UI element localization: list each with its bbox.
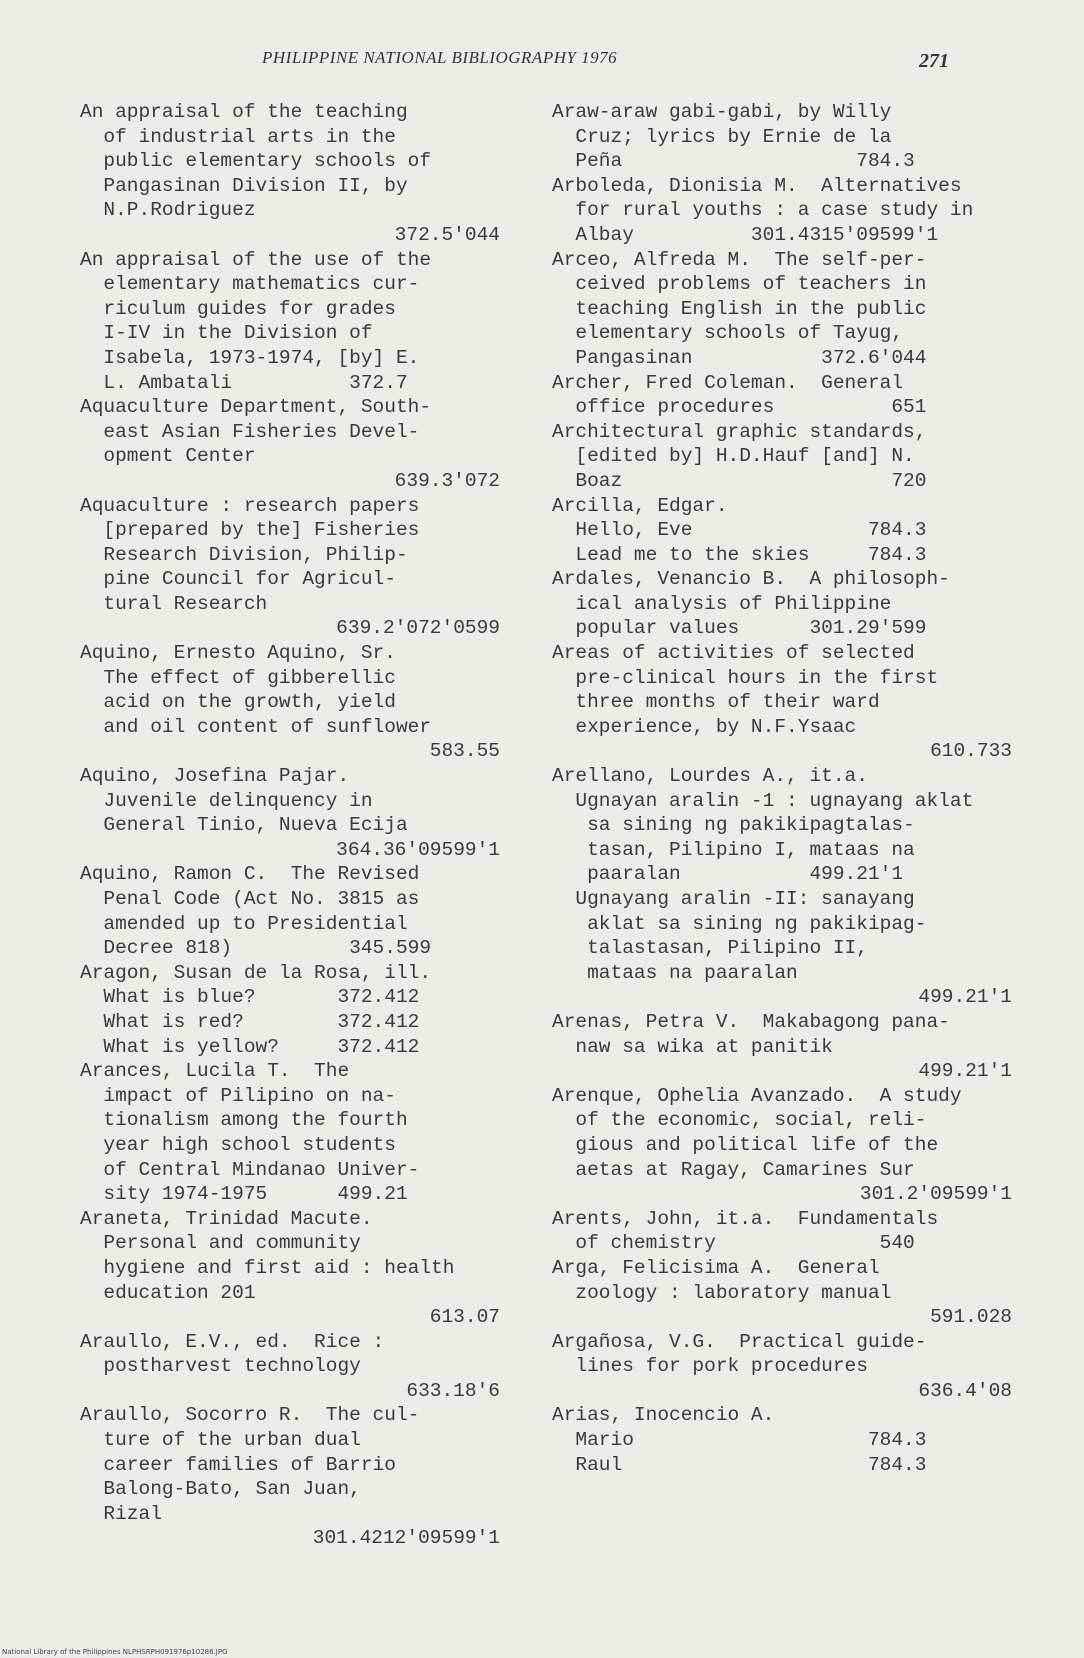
entry-line: Albay 301.4315'09599'1 (552, 223, 939, 246)
class-number: 613.07 (429, 1306, 500, 1329)
entry-line: ture of the urban dual (80, 1429, 361, 1452)
bibliography-entry (80, 494, 500, 642)
entry-line: Araneta, Trinidad Macute. (80, 1207, 373, 1230)
entry-line: lines for pork procedures (552, 1355, 868, 1378)
entry-line: Arenas, Petra V. Makabagong pana- (552, 1010, 950, 1033)
entry-line: for rural youths : a case study in (552, 199, 974, 222)
entry-line: [prepared by the] Fisheries (80, 519, 420, 542)
entry-line: Aquino, Josefina Pajar. (80, 765, 350, 788)
entry-line: Araullo, Socorro R. The cul- (80, 1404, 420, 1427)
entry-line: Aquino, Ernesto Aquino, Sr. (80, 642, 396, 665)
bibliography-entry (552, 1207, 1012, 1256)
class-number: 301.4212'09599'1 (312, 1527, 500, 1550)
entry-line: education 201 (80, 1281, 256, 1304)
bibliography-entry (552, 1010, 1012, 1084)
bibliography-entry (552, 764, 1012, 1010)
entry-line: Lead me to the skies 784.3 (552, 543, 927, 566)
page-number: 271 (919, 50, 949, 72)
entry-line: career families of Barrio (80, 1453, 396, 1476)
class-number: 636.4'08 (918, 1379, 1012, 1402)
entry-line: amended up to Presidential (80, 912, 408, 935)
entry-line: popular values 301.29'599 (552, 617, 927, 640)
entry-line: Ugnayan aralin -1 : ugnayang aklat (552, 789, 974, 812)
entry-line: of industrial arts in the (80, 125, 396, 148)
entry-line: Arellano, Lourdes A., it.a. (552, 765, 868, 788)
bibliography-entry (80, 1207, 500, 1330)
entry-line: Arcilla, Edgar. (552, 494, 728, 517)
entry-line: Archer, Fred Coleman. General (552, 371, 904, 394)
entry-line: Areas of activities of selected (552, 642, 915, 665)
entry-line: experience, by N.F.Ysaac (552, 715, 857, 738)
entry-line: mataas na paaralan (552, 961, 798, 984)
entry-line: paaralan 499.21'1 (552, 863, 904, 886)
entry-line: aklat sa sining ng pakikipag- (552, 912, 927, 935)
entry-line: Argañosa, V.G. Practical guide- (552, 1330, 927, 1353)
class-number: 372.5'044 (394, 223, 500, 246)
entry-line: Arents, John, it.a. Fundamentals (552, 1207, 939, 1230)
bibliography-entry (80, 764, 500, 862)
entry-line: hygiene and first aid : health (80, 1256, 455, 1279)
entry-line: An appraisal of the teaching (80, 101, 408, 123)
entry-line: riculum guides for grades (80, 297, 396, 320)
entry-line: What is red? 372.412 (80, 1010, 420, 1033)
class-number: 301.2'09599'1 (859, 1183, 1012, 1206)
bibliography-entry (80, 100, 500, 248)
entry-line: Arances, Lucila T. The (80, 1060, 350, 1083)
entry-line: N.P.Rodriguez (80, 199, 256, 222)
entry-line: Ardales, Venancio B. A philosoph- (552, 568, 950, 591)
entry-line: and oil content of sunflower (80, 715, 432, 738)
entry-line: public elementary schools of (80, 150, 432, 173)
entry-line: of Central Mindanao Univer- (80, 1158, 420, 1181)
class-number: 499.21'1 (918, 1060, 1012, 1083)
entry-line: Juvenile delinquency in (80, 789, 373, 812)
entry-line: aetas at Ragay, Camarines Sur (552, 1158, 915, 1181)
entry-line: tural Research (80, 592, 268, 615)
entry-line: Aquino, Ramon C. The Revised (80, 863, 420, 886)
bibliography-entry (552, 641, 1012, 764)
bibliography-entry (552, 567, 1012, 641)
bibliography-entry (552, 248, 1012, 371)
class-number: 639.3'072 (394, 469, 500, 492)
scan-footer: National Library of the Philippines NLPHSRPH091976p10286.JPG (2, 1648, 228, 1656)
entry-line: tasan, Pilipino I, mataas na (552, 838, 915, 861)
entry-line: I-IV in the Division of (80, 322, 373, 345)
bibliography-entry (552, 420, 1012, 494)
entry-line: Aquaculture Department, South- (80, 396, 432, 419)
entry-line: Araullo, E.V., ed. Rice : (80, 1330, 385, 1353)
entry-line: Decree 818) 345.599 (80, 937, 432, 960)
entry-line: office procedures 651 (552, 396, 927, 419)
entry-line: Peña 784.3 (552, 150, 915, 173)
class-number: 639.2'072'0599 (336, 617, 500, 640)
entry-line: naw sa wika at panitik (552, 1035, 833, 1058)
bibliography-entry (552, 1084, 1012, 1207)
entry-line: [edited by] H.D.Hauf [and] N. (552, 445, 915, 468)
bibliography-entry (552, 1330, 1012, 1404)
left-column (80, 100, 500, 1551)
entry-line: General Tinio, Nueva Ecija (80, 814, 408, 837)
entry-line: three months of their ward (552, 691, 880, 714)
bibliography-entry (552, 1403, 1012, 1477)
entry-line: Aquaculture : research papers (80, 494, 420, 517)
bibliography-entry (80, 1403, 500, 1551)
class-number: 499.21'1 (918, 986, 1012, 1009)
entry-line: tionalism among the fourth (80, 1109, 408, 1132)
bibliography-entry (80, 862, 500, 960)
entry-line: teaching English in the public (552, 297, 927, 320)
entry-line: Hello, Eve 784.3 (552, 519, 927, 542)
bibliography-entry (80, 641, 500, 764)
entry-line: Aragon, Susan de la Rosa, ill. (80, 961, 432, 984)
entry-line: elementary schools of Tayug, (552, 322, 904, 345)
entry-line: Arias, Inocencio A. (552, 1404, 775, 1427)
entry-line: elementary mathematics cur- (80, 273, 420, 296)
entry-line: gious and political life of the (552, 1133, 939, 1156)
entry-line: year high school students (80, 1133, 396, 1156)
class-number: 591.028 (930, 1306, 1012, 1329)
bibliography-entry (552, 1256, 1012, 1330)
bibliography-entry (552, 494, 1012, 568)
entry-line: Research Division, Philip- (80, 543, 408, 566)
entry-line: Arga, Felicisima A. General (552, 1256, 880, 1279)
entry-line: Ugnayang aralin -II: sanayang (552, 888, 915, 910)
class-number: 583.55 (429, 740, 500, 763)
entry-line: Isabela, 1973-1974, [by] E. (80, 346, 420, 369)
entry-line: What is blue? 372.412 (80, 986, 420, 1009)
entry-line: Mario 784.3 (552, 1429, 927, 1452)
entry-line: of the economic, social, reli- (552, 1109, 927, 1132)
bibliography-entry (552, 174, 1012, 248)
bibliography-entry (552, 100, 1012, 174)
entry-line: postharvest technology (80, 1355, 361, 1378)
right-column (552, 100, 1012, 1477)
bibliography-entry (80, 961, 500, 1059)
bibliography-entry (80, 1330, 500, 1404)
class-number: 364.36'09599'1 (336, 838, 500, 861)
entry-line: The effect of gibberellic (80, 666, 396, 689)
entry-line: Penal Code (Act No. 3815 as (80, 888, 420, 910)
entry-line: zoology : laboratory manual (552, 1281, 892, 1304)
bibliography-entry (80, 395, 500, 493)
entry-line: opment Center (80, 445, 256, 468)
entry-line: Personal and community (80, 1232, 361, 1255)
entry-line: Pangasinan 372.6'044 (552, 346, 927, 369)
entry-line: sity 1974-1975 499.21 (80, 1183, 408, 1206)
page-title: PHILIPPINE NATIONAL BIBLIOGRAPHY 1976 (262, 48, 618, 67)
bibliography-entry (80, 248, 500, 396)
entry-line: talastasan, Pilipino II, (552, 937, 868, 960)
entry-line: Rizal (80, 1502, 162, 1525)
entry-line: ceived problems of teachers in (552, 273, 927, 296)
class-number: 610.733 (930, 740, 1012, 763)
entry-line: sa sining ng pakikipagtalas- (552, 814, 915, 837)
entry-line: pine Council for Agricul- (80, 568, 396, 591)
entry-line: Arenque, Ophelia Avanzado. A study (552, 1084, 962, 1107)
entry-line: Balong-Bato, San Juan, (80, 1478, 361, 1501)
entry-line: An appraisal of the use of the (80, 248, 432, 271)
bibliography-entry (552, 371, 1012, 420)
entry-line: Araw-araw gabi-gabi, by Willy (552, 101, 892, 123)
entry-line: acid on the growth, yield (80, 691, 396, 714)
entry-line: Arboleda, Dionisia M. Alternatives (552, 174, 962, 197)
entry-line: pre-clinical hours in the first (552, 666, 939, 689)
entry-line: ical analysis of Philippine (552, 592, 892, 615)
entry-line: Arceo, Alfreda M. The self-per- (552, 248, 927, 271)
entry-line: Pangasinan Division II, by (80, 174, 408, 197)
entry-line: impact of Pilipino on na- (80, 1084, 396, 1107)
entry-line: of chemistry 540 (552, 1232, 915, 1255)
entry-line: L. Ambatali 372.7 (80, 371, 408, 394)
class-number: 633.18'6 (406, 1379, 500, 1402)
bibliography-entry (80, 1059, 500, 1207)
entry-line: Cruz; lyrics by Ernie de la (552, 125, 892, 148)
entry-line: east Asian Fisheries Devel- (80, 420, 420, 443)
entry-line: Architectural graphic standards, (552, 420, 927, 443)
entry-line: What is yellow? 372.412 (80, 1035, 420, 1058)
entry-line: Boaz 720 (552, 469, 927, 492)
entry-line: Raul 784.3 (552, 1453, 927, 1476)
